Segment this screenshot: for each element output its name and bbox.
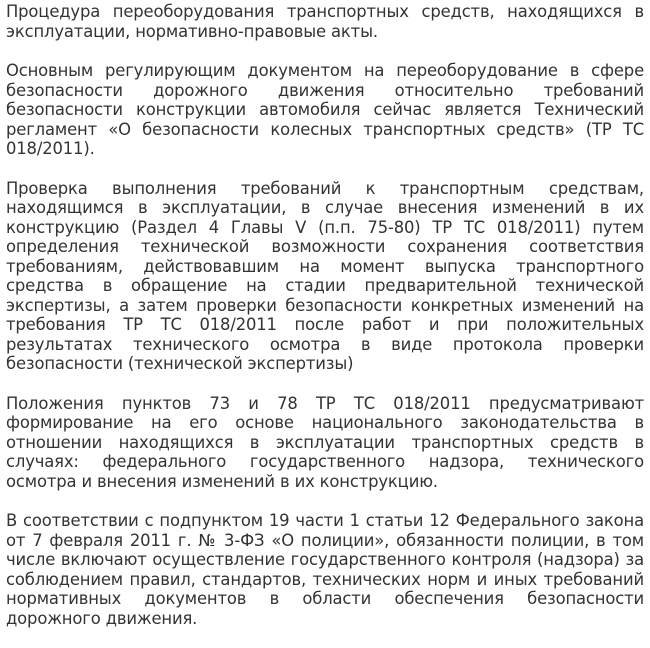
paragraph-police-law: В соответствии с подпунктом 19 части 1 статьи 12 Федерального закона от 7 февраля 2011 г. № 3-ФЗ «О полиции», обязанности полиции, в том числе включают осуществление государственного контроля (надзора) за соблюдением правил, стандартов, технических норм и иных требований нормативных документов в области обеспечения безопасности дорожного движения. (6, 511, 644, 628)
paragraph-provisions: Положения пунктов 73 и 78 ТР ТС 018/2011 предусматривают формирование на его основе национального законодательства в отношении находящихся в эксплуатации транспортных средств в случаях: федерального государственного надзора, технического осмотра и внесения изменений в их конструкцию. (6, 393, 644, 491)
document-body (6, 0, 644, 648)
paragraph-inspection: Проверка выполнения требований к транспортным средствам, находящимся в эксплуатации, в случае внесения изменений в их конструкцию (Раздел 4 Главы V (п.п. 75-80) ТР ТС 018/2011) путем определения технической возможности сохранения соответствия требованиям, действовавшим на момент выпуска транспортного средства в обращение на стадии предварительной технической экспертизы, а затем проверки безопасности конкретных изменений на требования ТР ТС 018/2011 после работ и при положительных результатах технического осмотра в виде протокола проверки безопасности (технической экспертизы) (6, 178, 644, 373)
paragraph-regulation: Основным регулирующим документом на переоборудование в сфере безопасности дорожного движения относительно требований безопасности конструкции автомобиля сейчас является Технический регламент «О безопасности колесных транспортных средств» (ТР ТС 018/2011). (6, 61, 644, 158)
paragraph-title: Процедура переоборудования транспортных средств, находящихся в эксплуатации, нормативно-правовые акты. (6, 2, 644, 41)
